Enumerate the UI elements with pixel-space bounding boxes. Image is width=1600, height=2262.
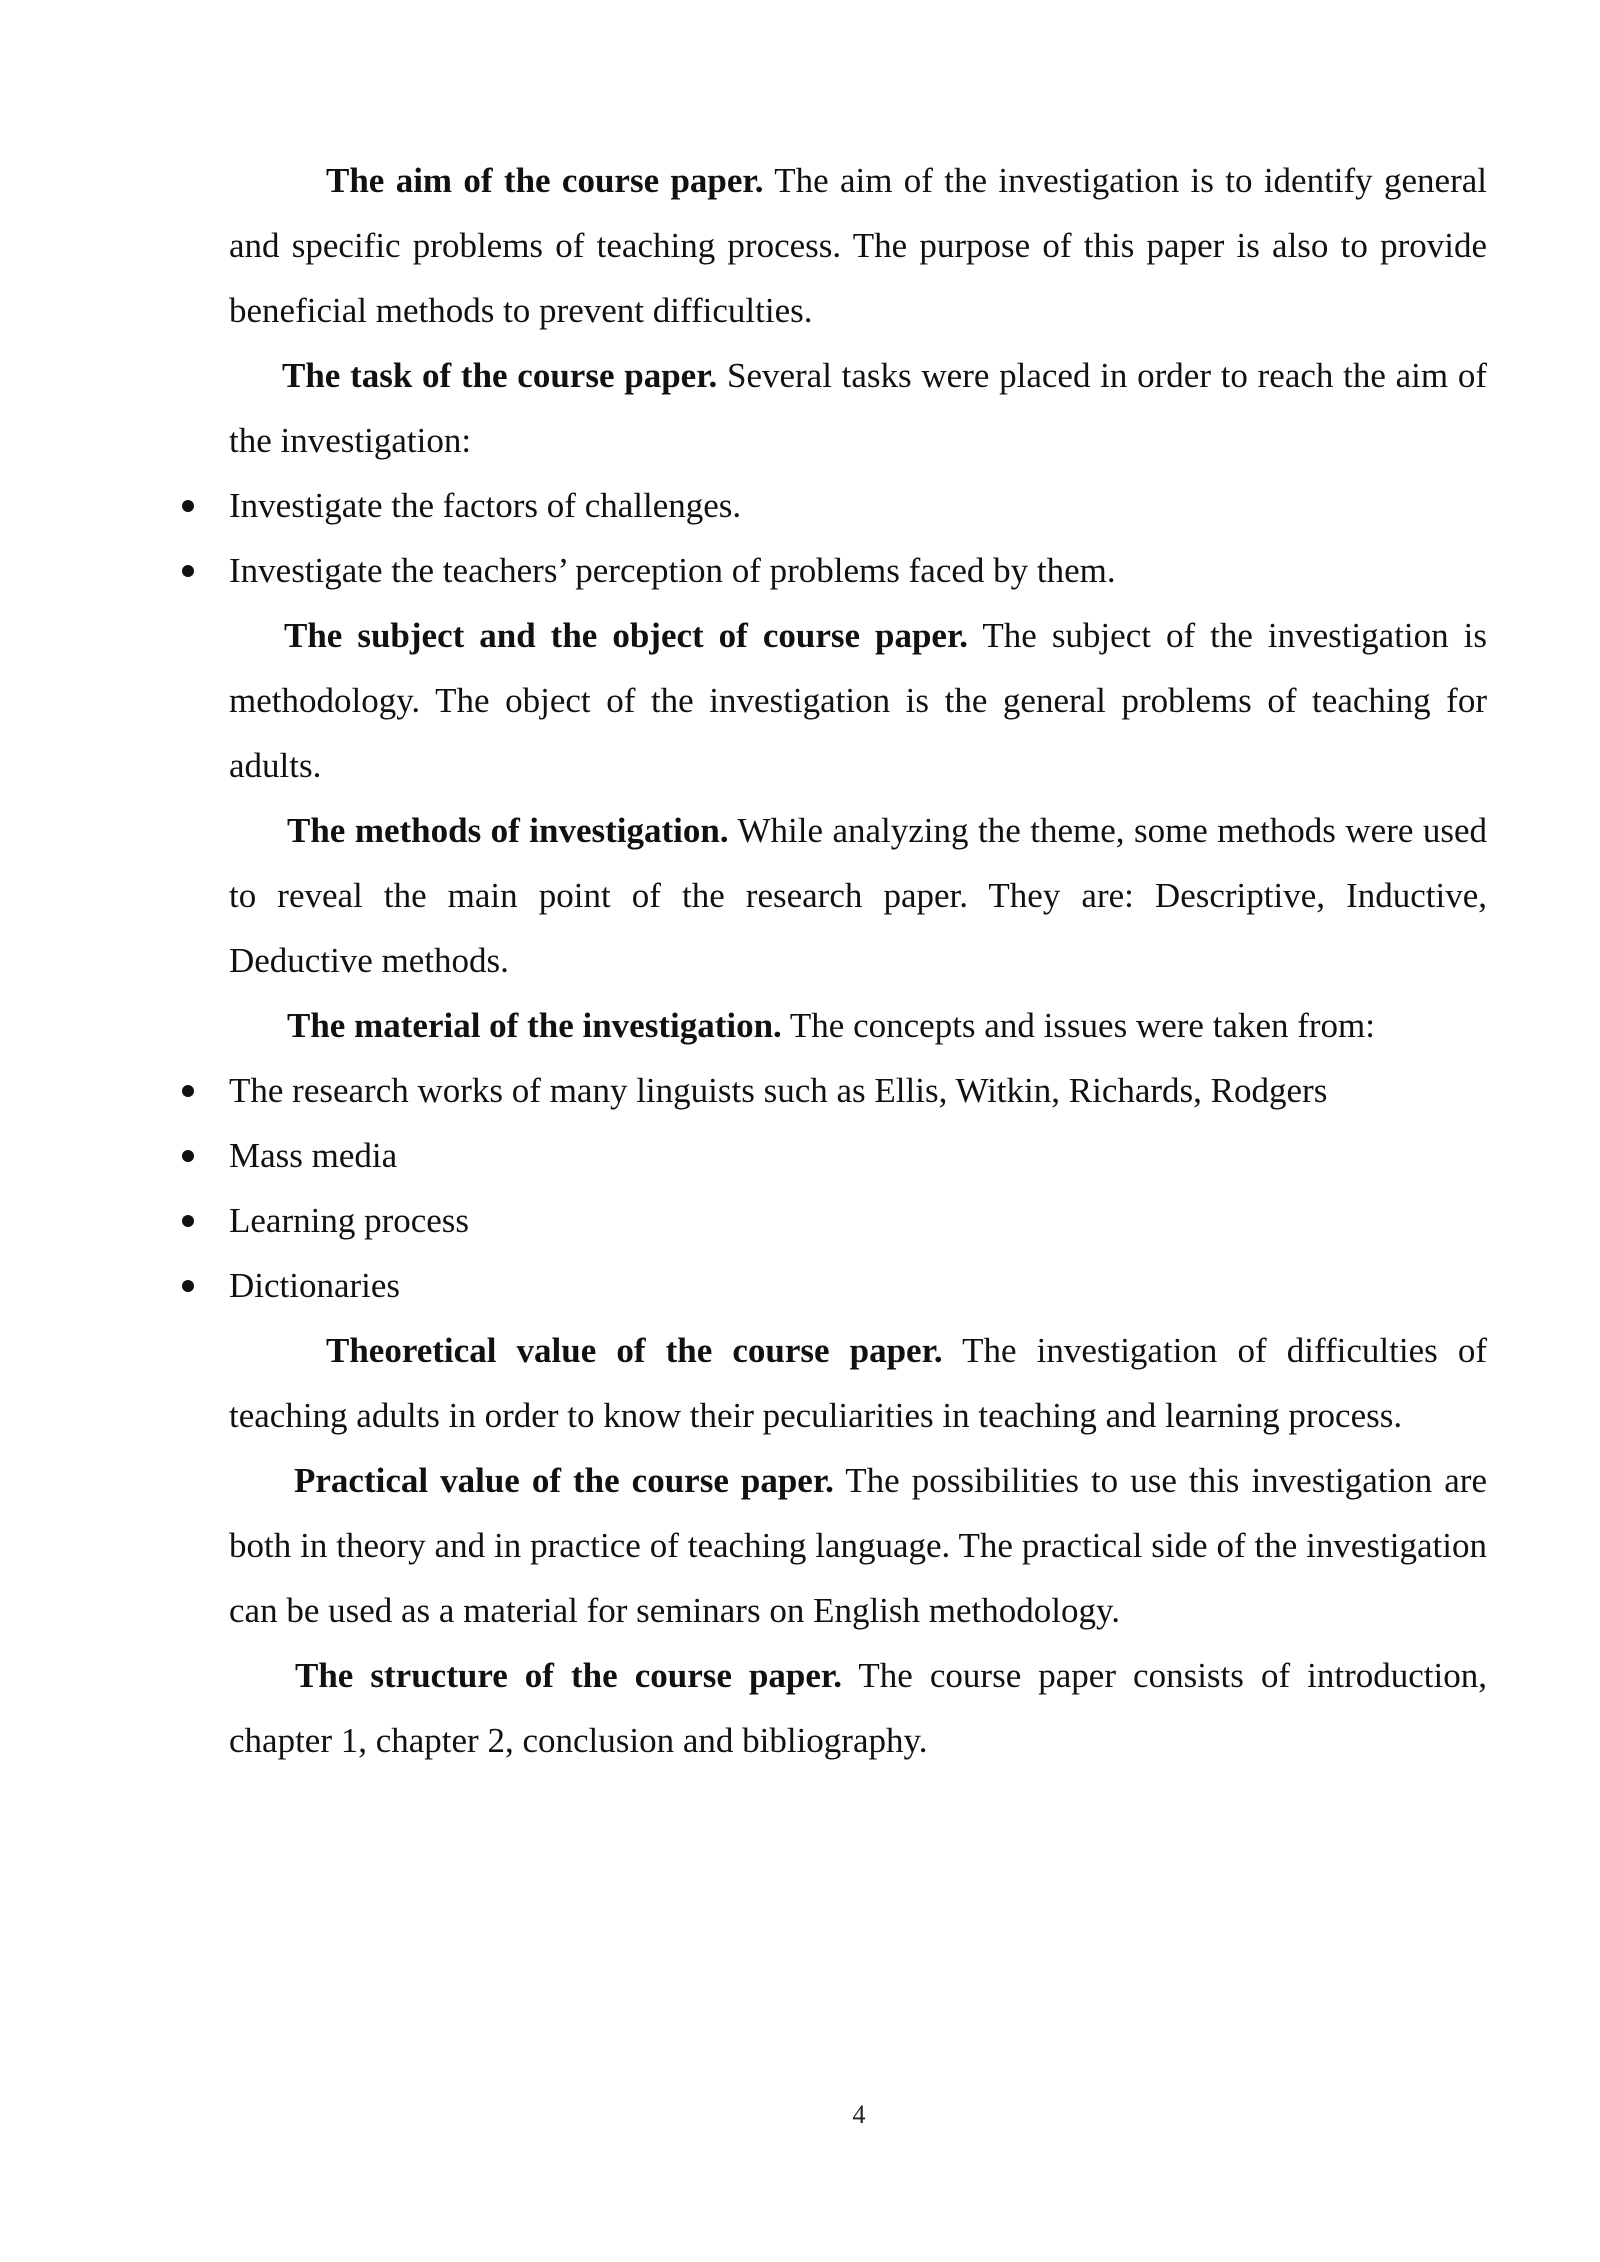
list-item [229, 1188, 1487, 1253]
list-item-text: Mass media [229, 1136, 398, 1175]
structure-paragraph [229, 1643, 1487, 1773]
list-item [229, 1253, 1487, 1318]
list-item [229, 473, 1487, 538]
bullet-icon [182, 1280, 194, 1292]
list-item-text: Investigate the factors of challenges. [229, 486, 742, 525]
list-item-text: Learning process [229, 1201, 470, 1240]
aim-heading: The aim of the course paper. [326, 161, 764, 200]
methods-text: While analyzing the theme, some methods were used to reveal the main point of the research paper. They are: Descriptive, Inductive, Deductive methods. [229, 811, 1488, 980]
structure-text: The course paper consists of introduction, chapter 1, chapter 2, conclusion and bibliography. [229, 1656, 1487, 1760]
list-item [229, 1058, 1487, 1123]
bullet-icon [182, 1085, 194, 1097]
structure-heading: The structure of the course paper. [295, 1656, 842, 1695]
methods-heading: The methods of investigation. [287, 811, 729, 850]
task-text: Several tasks were placed in order to reach the aim of the investigation: [229, 356, 1487, 460]
methods-paragraph [229, 798, 1487, 993]
task-bullet-list [229, 473, 1487, 603]
material-heading: The material of the investigation. [287, 1006, 782, 1045]
practical-paragraph [229, 1448, 1487, 1643]
list-item-text: Dictionaries [229, 1266, 401, 1305]
bullet-icon [182, 1215, 194, 1227]
bullet-icon [182, 500, 194, 512]
task-heading: The task of the course paper. [282, 356, 718, 395]
theoretical-text: The investigation of difficulties of teaching adults in order to know their peculiarities in teaching and learning process. [229, 1331, 1487, 1435]
aim-text: The aim of the investigation is to identify general and specific problems of teaching process. The purpose of this paper is also to provide beneficial methods to prevent difficulties. [229, 161, 1488, 330]
document-body [229, 148, 1487, 1773]
material-text: The concepts and issues were taken from: [781, 1006, 1376, 1045]
bullet-icon [182, 565, 194, 577]
page-number: 4 [852, 2100, 866, 2129]
subject-heading: The subject and the object of course paper. [284, 616, 969, 655]
theoretical-heading: Theoretical value of the course paper. [326, 1331, 943, 1370]
subject-paragraph [229, 603, 1487, 798]
subject-text: The subject of the investigation is methodology. The object of the investigation is the general problems of teaching for adults. [229, 616, 1487, 785]
practical-text: The possibilities to use this investigation are both in theory and in practice of teaching language. The practical side of the investigation can be used as a material for seminars on English methodology. [229, 1461, 1487, 1630]
bullet-icon [182, 1150, 194, 1162]
theoretical-paragraph [229, 1318, 1487, 1448]
aim-paragraph [229, 148, 1487, 343]
list-item-text: Investigate the teachers’ perception of problems faced by them. [229, 551, 1116, 590]
task-paragraph [229, 343, 1487, 473]
material-bullet-list [229, 1058, 1487, 1318]
list-item [229, 1123, 1487, 1188]
practical-heading: Practical value of the course paper. [294, 1461, 834, 1500]
list-item-text: The research works of many linguists such as Ellis, Witkin, Richards, Rodgers [229, 1071, 1328, 1110]
material-paragraph [229, 993, 1487, 1058]
list-item [229, 538, 1487, 603]
